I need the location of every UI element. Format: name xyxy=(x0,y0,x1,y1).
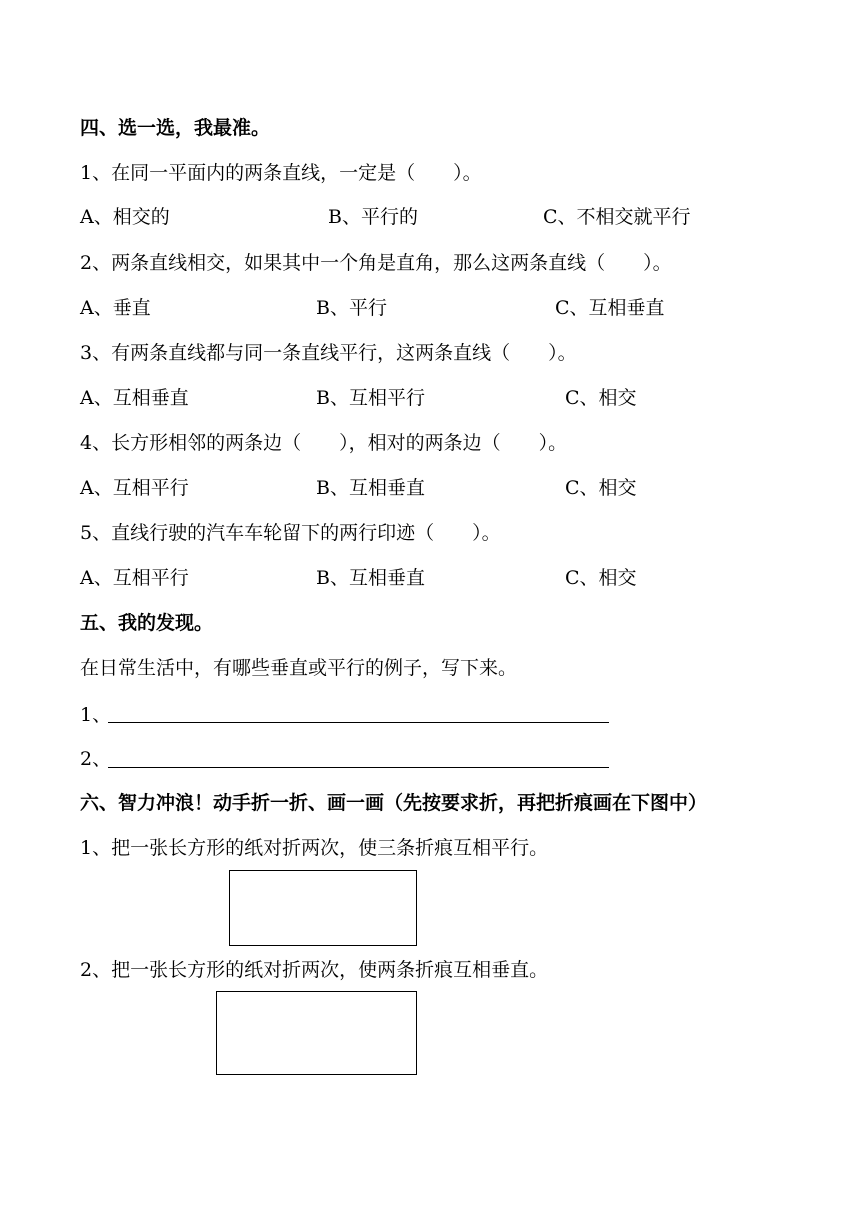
blank-1-underline[interactable] xyxy=(108,722,609,723)
q3-option-b: B、互相平行 xyxy=(316,387,425,409)
q5-option-c: C、相交 xyxy=(565,567,637,589)
q1-option-c: C、不相交就平行 xyxy=(543,206,691,228)
q2-option-a: A、垂直 xyxy=(80,297,151,319)
question-2: 2、两条直线相交，如果其中一个角是直角，那么这两条直线（ ）。 xyxy=(80,252,672,274)
q1-option-b: B、平行的 xyxy=(328,206,418,228)
q3-option-a: A、互相垂直 xyxy=(80,387,189,409)
q1-option-a: A、相交的 xyxy=(80,206,170,228)
section5-prompt: 在日常生活中，有哪些垂直或平行的例子，写下来。 xyxy=(80,657,518,679)
q5-option-b: B、互相垂直 xyxy=(316,567,425,589)
q5-option-a: A、互相平行 xyxy=(80,567,189,589)
fold-task-2: 2、把一张长方形的纸对折两次，使两条折痕互相垂直。 xyxy=(80,959,549,981)
question-1: 1、在同一平面内的两条直线，一定是（ ）。 xyxy=(80,162,482,184)
blank-2-label: 2、 xyxy=(80,748,112,770)
section4-title: 四、选一选，我最准。 xyxy=(80,117,271,139)
fold-task-1: 1、把一张长方形的纸对折两次，使三条折痕互相平行。 xyxy=(80,837,549,859)
q2-option-c: C、互相垂直 xyxy=(555,297,665,319)
q4-option-b: B、互相垂直 xyxy=(316,477,425,499)
blank-1-label: 1、 xyxy=(80,704,112,726)
question-3: 3、有两条直线都与同一条直线平行，这两条直线（ ）。 xyxy=(80,342,577,364)
drawing-box-1[interactable] xyxy=(229,870,417,946)
blank-2-underline[interactable] xyxy=(108,767,609,768)
section5-title: 五、我的发现。 xyxy=(80,612,214,634)
q4-option-c: C、相交 xyxy=(565,477,637,499)
q4-option-a: A、互相平行 xyxy=(80,477,189,499)
q3-option-c: C、相交 xyxy=(565,387,637,409)
drawing-box-2[interactable] xyxy=(216,991,417,1075)
q2-option-b: B、平行 xyxy=(316,297,387,319)
section6-title: 六、智力冲浪！动手折一折、画一画（先按要求折，再把折痕画在下图中） xyxy=(80,792,708,814)
question-4: 4、长方形相邻的两条边（ ），相对的两条边（ ）。 xyxy=(80,432,568,454)
question-5: 5、直线行驶的汽车车轮留下的两行印迹（ ）。 xyxy=(80,522,501,544)
